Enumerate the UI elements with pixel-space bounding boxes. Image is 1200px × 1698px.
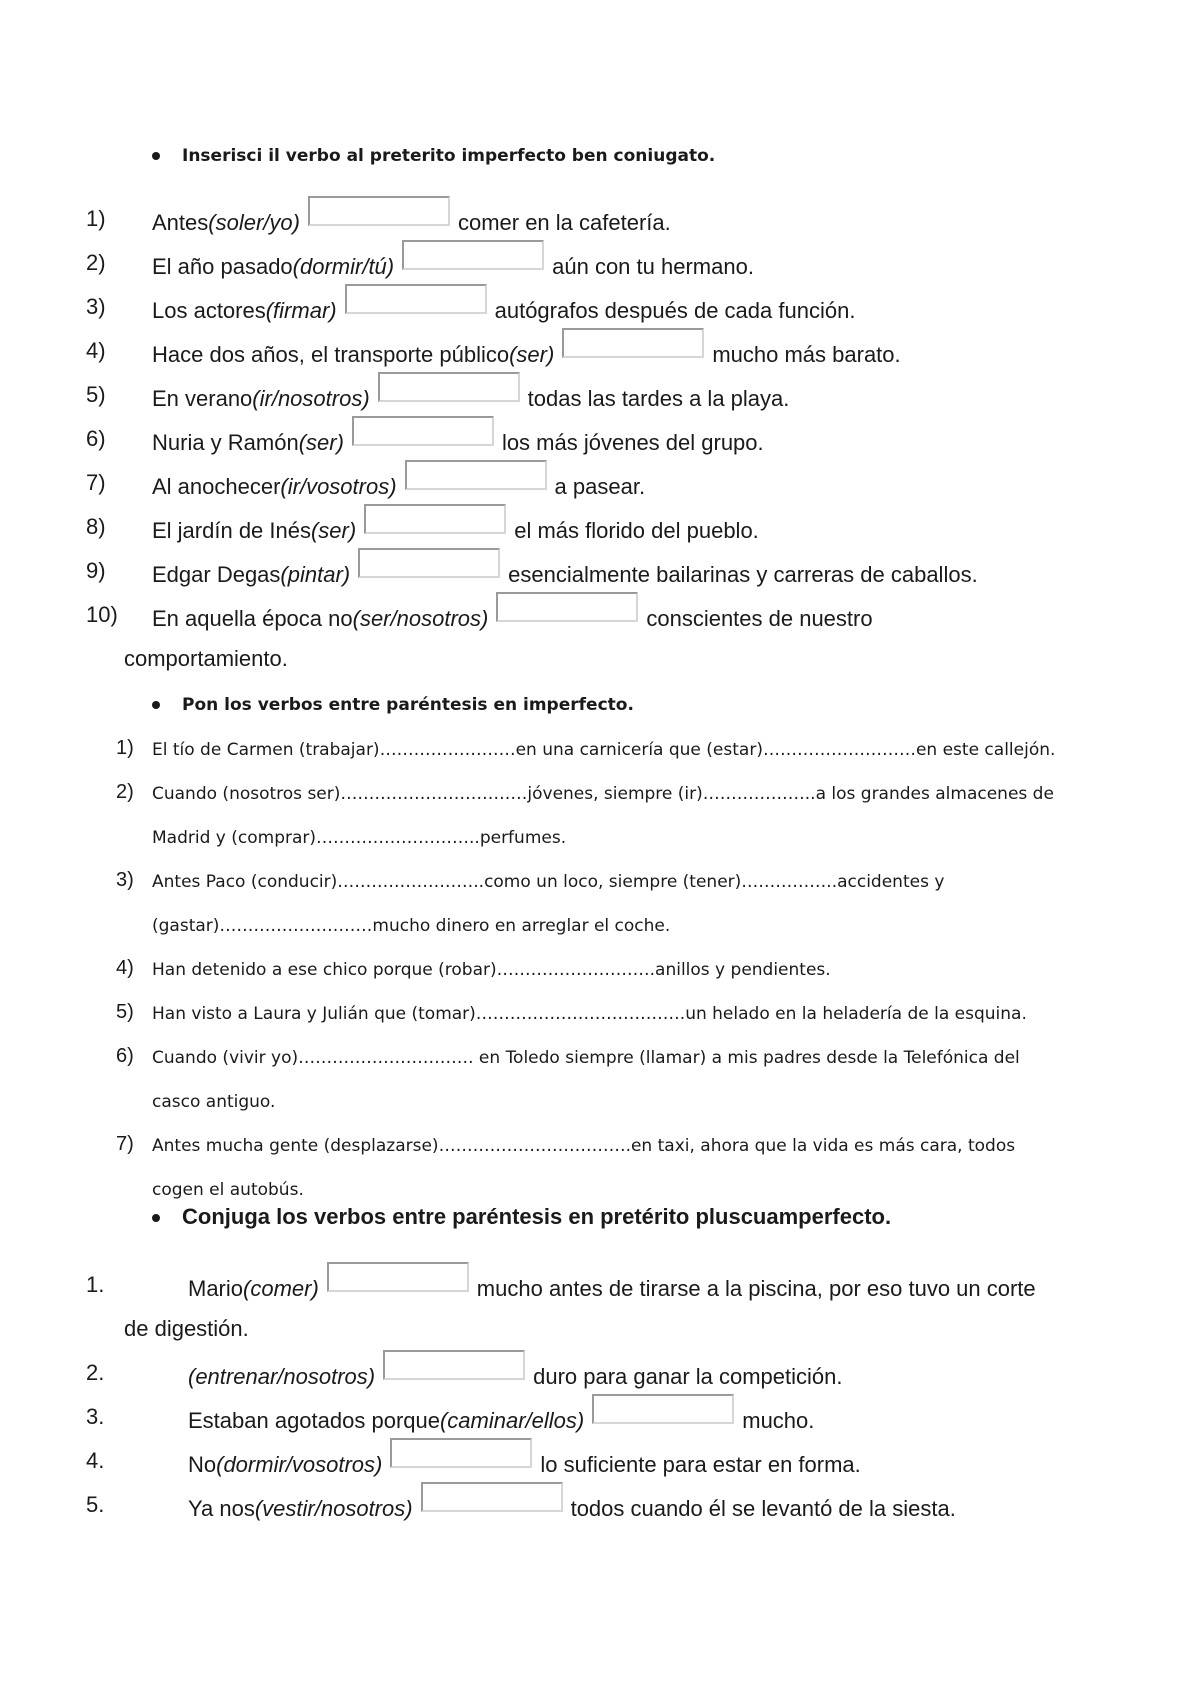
sentence-start: Hace dos años, el transporte público — [152, 342, 510, 367]
item-text: (gastar)………………………mucho dinero en arreglar el coche. — [152, 916, 671, 936]
item-text — [152, 294, 855, 324]
item-number: 3) — [116, 869, 134, 891]
item-text: Cuando (vivir yo)…………………………. en Toledo siempre (llamar) a mis padres desde la Telefónica del — [152, 1048, 1020, 1068]
sentence-end: conscientes de nuestro — [646, 606, 873, 631]
verb-hint: (ser) — [509, 342, 555, 367]
exercise-item — [86, 1360, 1126, 1394]
item-number: 7) — [116, 1133, 134, 1155]
item-text — [152, 514, 759, 544]
item-text — [152, 382, 789, 412]
sentence-start: En aquella época no — [152, 606, 353, 631]
answer-input[interactable] — [308, 196, 450, 226]
s3-item1-continuation: de digestión. — [124, 1316, 249, 1341]
verb-hint: (entrenar/nosotros) — [188, 1364, 376, 1389]
sentence-start: Edgar Degas — [152, 562, 281, 587]
sentence-end: mucho antes de tirarse a la piscina, por eso tuvo un corte — [476, 1276, 1036, 1301]
item-text — [152, 426, 764, 456]
answer-input[interactable] — [402, 240, 544, 270]
item-number: 2) — [86, 250, 106, 275]
exercise-item — [86, 514, 1126, 548]
answer-input[interactable] — [592, 1394, 734, 1424]
answer-input[interactable] — [345, 284, 487, 314]
item-number: 7) — [86, 470, 106, 495]
verb-hint: (ser) — [298, 430, 344, 455]
item-number: 1) — [116, 737, 134, 759]
sentence-start: Nuria y Ramón — [152, 430, 299, 455]
section3-heading: Conjuga los verbos entre paréntesis en pretérito pluscuamperfecto. — [152, 1204, 891, 1230]
item-number: 8) — [86, 514, 106, 539]
sentence-start: Mario — [188, 1276, 244, 1301]
exercise-item — [86, 1404, 1126, 1438]
exercise-item — [86, 338, 1126, 372]
sentence-start: El año pasado — [152, 254, 293, 279]
item-text: Antes Paco (conducir)……………………..como un loco, siempre (tener)……………..accidentes y — [152, 872, 945, 892]
item-text — [152, 250, 754, 280]
item-text: casco antiguo. — [152, 1092, 276, 1112]
sentence-start: Estaban agotados porque — [188, 1408, 440, 1433]
sentence-end: todas las tardes a la playa. — [527, 386, 790, 411]
verb-hint: (ser/nosotros) — [352, 606, 489, 631]
sentence-end: lo suficiente para estar en forma. — [540, 1452, 861, 1477]
sentence-start: Antes — [152, 210, 209, 235]
exercise-item — [86, 1492, 1126, 1526]
sentence-end: mucho. — [742, 1408, 815, 1433]
answer-input[interactable] — [327, 1262, 469, 1292]
answer-input[interactable] — [352, 416, 494, 446]
item-text — [152, 602, 873, 632]
verb-hint: (ser) — [310, 518, 357, 543]
verb-hint: (firmar) — [265, 298, 337, 323]
exercise-item — [86, 382, 1126, 416]
item10-continuation: comportamiento. — [124, 646, 288, 671]
verb-hint: (dormir/tú) — [292, 254, 395, 279]
item-number: 9) — [86, 558, 106, 583]
answer-input[interactable] — [383, 1350, 525, 1380]
item-text: Madrid y (comprar)………………………..perfumes. — [152, 828, 567, 848]
item-text — [152, 470, 645, 500]
item-number: 5. — [86, 1492, 105, 1517]
sentence-end: autógrafos después de cada función. — [494, 298, 856, 323]
item-text — [152, 338, 901, 368]
sentence-start: No — [188, 1452, 217, 1477]
item-text: cogen el autobús. — [152, 1180, 304, 1200]
item-number: 4) — [116, 957, 134, 979]
sentence-end: comer en la cafetería. — [457, 210, 671, 235]
exercise-item — [86, 426, 1126, 460]
item-number: 3) — [86, 294, 106, 319]
item-number: 2. — [86, 1360, 105, 1385]
item-number: 4. — [86, 1448, 105, 1473]
sentence-end: todos cuando él se levantó de la siesta. — [570, 1496, 956, 1521]
verb-hint: (vestir/nosotros) — [254, 1496, 413, 1521]
answer-input[interactable] — [358, 548, 500, 578]
item-text — [188, 1492, 956, 1522]
answer-input[interactable] — [364, 504, 506, 534]
item-text: Antes mucha gente (desplazarse)…………………………….en taxi, ahora que la vida es más cara, todos — [152, 1136, 1016, 1156]
sentence-end: los más jóvenes del grupo. — [501, 430, 764, 455]
sentence-end: esencialmente bailarinas y carreras de caballos. — [508, 562, 978, 587]
answer-input[interactable] — [562, 328, 704, 358]
item-text — [188, 1404, 814, 1434]
item-number: 2) — [116, 781, 134, 803]
item-number: 3. — [86, 1404, 105, 1429]
exercise-item — [86, 206, 1126, 240]
item-text — [152, 206, 671, 236]
bullet-icon — [152, 701, 160, 709]
item-number: 6) — [86, 426, 106, 451]
exercise-item — [86, 1448, 1126, 1482]
exercise-item — [86, 558, 1126, 592]
bullet-icon — [152, 152, 160, 160]
item-number: 10) — [86, 602, 118, 627]
item-number: 4) — [86, 338, 106, 363]
answer-input[interactable] — [378, 372, 520, 402]
item-number: 5) — [86, 382, 106, 407]
answer-input[interactable] — [496, 592, 638, 622]
sentence-end: a pasear. — [554, 474, 646, 499]
exercise-item — [86, 250, 1126, 284]
sentence-end: mucho más barato. — [712, 342, 901, 367]
answer-input[interactable] — [390, 1438, 532, 1468]
answer-input[interactable] — [405, 460, 547, 490]
exercise-item — [86, 294, 1126, 328]
sentence-start: Ya nos — [188, 1496, 255, 1521]
item-text: Cuando (nosotros ser)……………………………jóvenes, siempre (ir)………………..a los grandes almacenes de — [152, 784, 1054, 804]
item-number: 6) — [116, 1045, 134, 1067]
exercise-item — [86, 470, 1126, 504]
item-number: 5) — [116, 1001, 134, 1023]
verb-hint: (comer) — [243, 1276, 319, 1301]
exercise-item — [86, 1272, 1126, 1306]
item-text: Han visto a Laura y Julián que (tomar)……………………………….un helado en la heladería de la esquina. — [152, 1004, 1027, 1024]
verb-hint: (pintar) — [280, 562, 351, 587]
sentence-end: aún con tu hermano. — [552, 254, 754, 279]
verb-hint: (dormir/vosotros) — [216, 1452, 383, 1477]
verb-hint: (ir/vosotros) — [280, 474, 397, 499]
item-text — [152, 558, 978, 588]
item-number: 1. — [86, 1272, 105, 1297]
bullet-icon — [152, 1214, 160, 1222]
exercise-item — [86, 602, 1126, 636]
sentence-start: El jardín de Inés — [152, 518, 311, 543]
item-text: Han detenido a ese chico porque (robar)……………………….anillos y pendientes. — [152, 960, 831, 980]
item-text — [188, 1448, 861, 1478]
section2-heading: Pon los verbos entre paréntesis en imperfecto. — [152, 695, 634, 715]
item-text — [188, 1360, 843, 1390]
sentence-end: duro para ganar la competición. — [533, 1364, 843, 1389]
verb-hint: (soler/yo) — [208, 210, 300, 235]
verb-hint: (ir/nosotros) — [252, 386, 370, 411]
sentence-start: En verano — [152, 386, 253, 411]
item-text: El tío de Carmen (trabajar)……………………en una carnicería que (estar)………………………en este callejón. — [152, 740, 1056, 760]
verb-hint: (caminar/ellos) — [439, 1408, 585, 1433]
answer-input[interactable] — [421, 1482, 563, 1512]
sentence-start: Al anochecer — [152, 474, 281, 499]
sentence-start: Los actores — [152, 298, 266, 323]
item-number: 1) — [86, 206, 106, 231]
item-text — [188, 1272, 1036, 1302]
sentence-end: el más florido del pueblo. — [514, 518, 759, 543]
section1-heading: Inserisci il verbo al preterito imperfecto ben coniugato. — [152, 146, 715, 166]
